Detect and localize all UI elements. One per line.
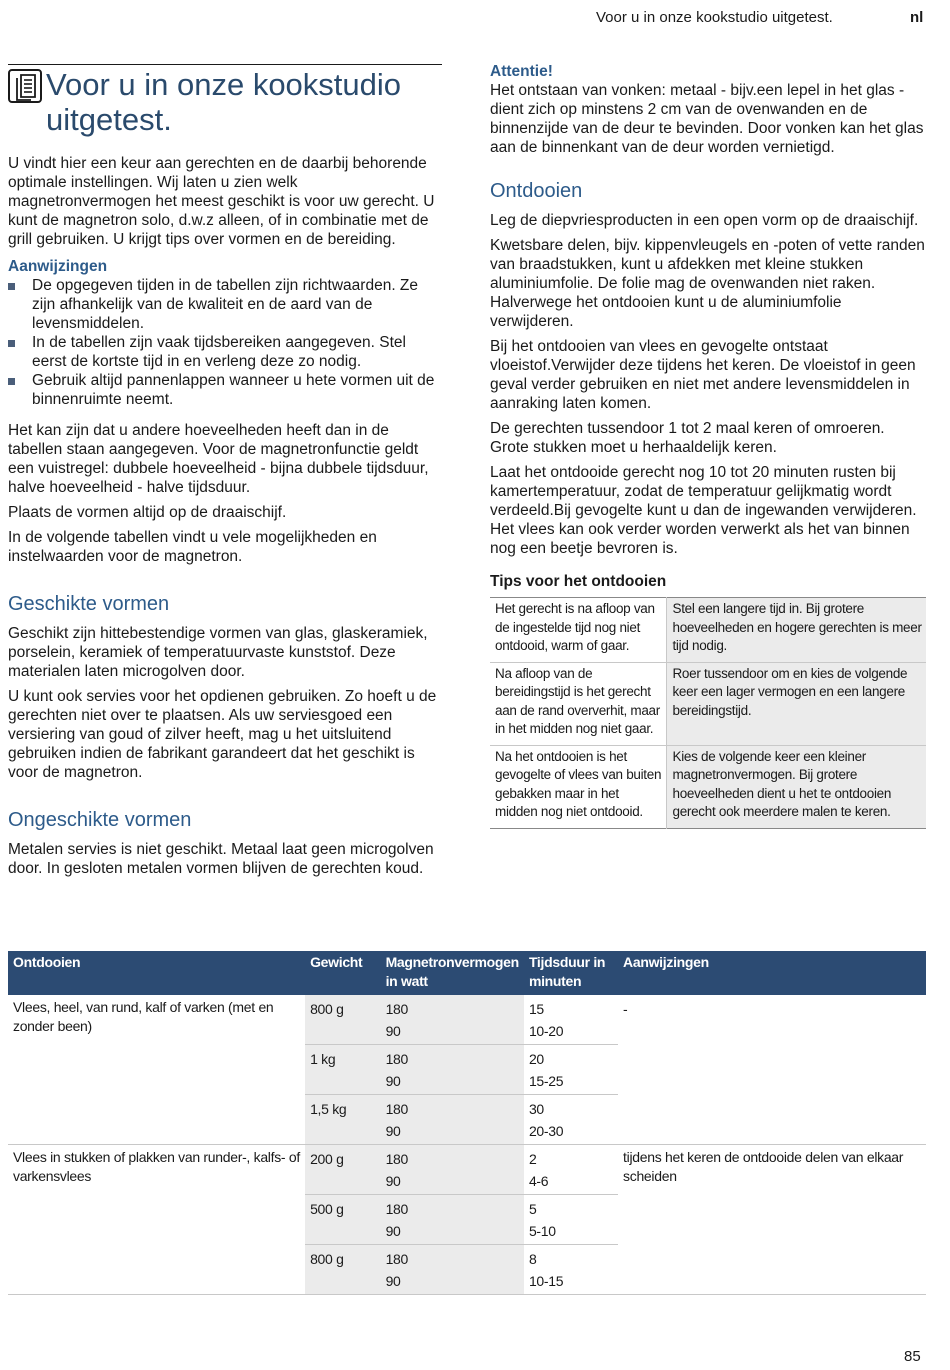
weight-cell: 500 g — [305, 1195, 381, 1245]
body-paragraph: Het kan zijn dat u andere hoeveelheden heeft dan in de tabellen staan aangegeven. Voor de magnetronfunctie geldt een vuistregel: dubbele hoeveelheid - bijna dubbele tijdsduur, halve hoeveelheid - halve tijdsduur. — [8, 422, 429, 496]
square-bullet-icon — [8, 340, 15, 347]
power-cell: 180 90 — [381, 1045, 524, 1095]
weight-cell: 1 kg — [305, 1045, 381, 1095]
table-row — [8, 995, 926, 1045]
attention-title: Attentie! — [490, 63, 553, 80]
weight-cell: 1,5 kg — [305, 1095, 381, 1145]
document-icon — [8, 69, 42, 103]
column-header: Tijdsduur in minuten — [524, 951, 618, 995]
power-cell: 180 90 — [381, 1245, 524, 1295]
attention-text: Het ontstaan van vonken: metaal - bijv.een lepel in het glas - dient zich op minstens 2 cm van de ovenwanden en de binnenzijde van de deur te bevinden. Door vonken kan het glas aan de binnenkant van de deur worden vernietigd. — [490, 82, 924, 156]
time-cell: 15 10-20 — [524, 995, 618, 1045]
notes-title: Aanwijzingen — [8, 258, 108, 275]
body-paragraph: Laat het ontdooide gerecht nog 10 tot 20 minuten rusten bij kamertemperatuur, zodat de temperatuur gelijkmatig wordt verdeeld.Bij gevogelte kunt u dan de ingewanden verwijderen. Het vlees kan ook verder worden verwerkt als het van binnen nog een beetje bevroren is. — [490, 464, 917, 557]
column-header: Magnetronvermogen in watt — [381, 951, 524, 995]
table-row — [490, 598, 926, 663]
tips-solution-cell: Stel een langere tijd in. Bij grotere hoeveelheden en hogere gerechten is meer tijd nodig. — [667, 598, 926, 663]
tips-problem-cell: Na afloop van de bereidingstijd is het gerecht aan de rand oververhit, maar in het midden nog niet gaar. — [490, 662, 667, 745]
time-cell: 20 15-25 — [524, 1045, 618, 1095]
tips-problem-cell: Na het ontdooien is het gevogelte of vlees van buiten gebakken maar in het midden nog niet ontdooid. — [495, 748, 662, 819]
running-header-title: Voor u in onze kookstudio uitgetest. — [596, 9, 833, 26]
note-cell: - — [618, 995, 926, 1145]
list-item: Gebruik altijd pannenlappen wanneer u hete vormen uit de binnenruimte neemt. — [8, 371, 442, 409]
table-row — [490, 662, 926, 745]
list-item: In de tabellen zijn vaak tijdsbereiken aangegeven. Stel eerst de kortste tijd in en verleng deze zo nodig. — [8, 333, 442, 371]
suitable-heading: Geschikte vormen — [8, 593, 170, 615]
defrost-heading: Ontdooien — [490, 180, 583, 202]
time-cell: 2 4-6 — [524, 1145, 618, 1195]
intro-paragraph: U vindt hier een keur aan gerechten en de daarbij behorende optimale instellingen. Wij laten u zien welk magnetronvermogen het meest geschikt is voor uw gerecht. U kunt de magnetron solo, d.w.z alleen, of in combinatie met de grill gebruiken. U krijgt tips over vormen en de bereiding. — [8, 155, 435, 248]
list-item: De opgegeven tijden in de tabellen zijn richtwaarden. Ze zijn afhankelijk van de kwaliteit en de aard van de levensmiddelen. — [8, 276, 442, 333]
table-row — [8, 1145, 926, 1195]
body-paragraph: Metalen servies is niet geschikt. Metaal laat geen microgolven door. In gesloten metalen vormen blijven de gerechten koud. — [8, 841, 434, 877]
body-paragraph: Leg de diepvriesproducten in een open vorm op de draaischijf. — [490, 212, 919, 229]
square-bullet-icon — [8, 283, 15, 290]
food-cell: Vlees in stukken of plakken van runder-, kalfs- of varkensvlees — [8, 1145, 305, 1295]
column-header: Aanwijzingen — [618, 951, 926, 995]
body-paragraph: Geschikt zijn hittebestendige vormen van glas, glaskeramiek, porselein, keramiek of temperatuurvaste kunststof. Deze materialen laten microgolven door. — [8, 625, 428, 680]
body-paragraph: Kwetsbare delen, bijv. kippenvleugels en -poten of vette randen van braadstukken, kunt u afdekken met kleine stukken aluminiumfolie. De folie mag de ovenwanden niet raken. Halverwege het ontdooien kunt u de aluminiumfolie verwijderen. — [490, 237, 925, 330]
notes-list — [8, 276, 442, 409]
time-cell: 30 20-30 — [524, 1095, 618, 1145]
page-number: 85 — [904, 1348, 921, 1365]
body-paragraph: Bij het ontdooien van vlees en gevogelte ontstaat vloeistof.Verwijder deze tijdens het keren. De vloeistof in geen geval verder gebruiken en niet met andere levensmiddelen in aanraking laten komen. — [490, 338, 916, 412]
tips-problem-cell: Het gerecht is na afloop van de ingestelde tijd nog niet ontdooid, warm of gaar. — [490, 598, 667, 663]
power-cell: 180 90 — [381, 1195, 524, 1245]
weight-cell: 200 g — [305, 1145, 381, 1195]
weight-cell: 800 g — [305, 1245, 381, 1295]
page-title: Voor u in onze kookstudio uitgetest. — [46, 67, 402, 137]
left-column — [8, 64, 442, 884]
power-cell: 180 90 — [381, 995, 524, 1045]
square-bullet-icon — [8, 378, 15, 385]
tips-title: Tips voor het ontdooien — [490, 573, 667, 590]
power-cell: 180 90 — [381, 1145, 524, 1195]
defrost-table — [8, 951, 926, 1295]
tips-solution-cell: Kies de volgende keer een kleiner magnetronvermogen. Bij grotere hoeveelheden dient u het te ontdooien gerecht ook meerdere malen te keren. — [667, 745, 926, 828]
time-cell: 8 10-15 — [524, 1245, 618, 1295]
body-paragraph: In de volgende tabellen vindt u vele mogelijkheden en instelwaarden voor de magnetron. — [8, 529, 377, 565]
table-header-row — [8, 951, 926, 995]
table-row — [490, 745, 926, 828]
unsuitable-heading: Ongeschikte vormen — [8, 809, 192, 831]
body-paragraph: Plaats de vormen altijd op de draaischijf. — [8, 504, 287, 521]
time-cell: 5 5-10 — [524, 1195, 618, 1245]
column-header: Gewicht — [305, 951, 381, 995]
tips-solution-cell: Roer tussendoor om en kies de volgende keer een lager vermogen en een langere bereidingstijd. — [667, 662, 926, 745]
main-heading-block — [8, 64, 442, 137]
weight-cell: 800 g — [305, 995, 381, 1045]
right-column — [490, 62, 926, 829]
body-paragraph: U kunt ook servies voor het opdienen gebruiken. Zo hoeft u de gerechten niet over te plaatsen. Als uw serviesgoed een versiering van goud of zilver heeft, mag u het uitsluitend gebruiken indien de fabrikant garandeert dat het geschikt is voor de magnetron. — [8, 688, 437, 781]
language-code: nl — [910, 9, 924, 26]
food-cell: Vlees, heel, van rund, kalf of varken (met en zonder been) — [8, 995, 305, 1145]
body-paragraph: De gerechten tussendoor 1 tot 2 maal keren of omroeren. Grote stukken moet u herhaaldelijk keren. — [490, 420, 885, 456]
column-header: Ontdooien — [8, 951, 305, 995]
tips-table — [490, 597, 926, 829]
note-cell: tijdens het keren de ontdooide delen van elkaar scheiden — [618, 1145, 926, 1295]
power-cell: 180 90 — [381, 1095, 524, 1145]
defrost-table-wrap — [8, 951, 926, 1295]
